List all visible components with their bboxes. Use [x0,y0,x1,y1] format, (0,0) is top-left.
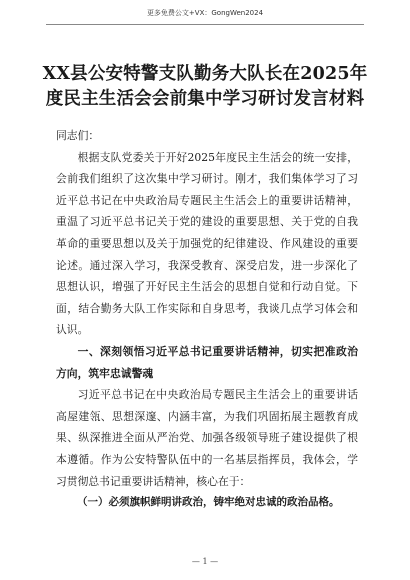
title-line-1: XX县公安特警支队勤务大队长在2025年 [42,64,368,84]
document-title [40,62,370,112]
page-header: 更多免费公文+VX：GongWen2024 [146,9,264,17]
subsection-1-heading: （一）必须旗帜鲜明讲政治，铸牢绝对忠诚的政治品格。 [77,496,340,509]
page-number: — 1 — [191,557,219,566]
title-line-2: 度民主生活会会前集中学习研讨发言材料 [45,89,365,109]
section-1-paragraph: 习近平总书记在中央政治局专题民主生活会上的重要讲话高屋建瓴、思想深邃、内涵丰富，为我们巩固拓展主题教育成果、纵深推进全面从严治党、加强各级领导班子建设提供了根本遵循。作为公安特警队伍中的一名基层指挥员，我体会，学习贯彻总书记重要讲话精神，核心在于： [56,388,358,488]
header-divider [46,24,364,25]
intro-paragraph: 根据支队党委关于开好2025年度民主生活会的统一安排，会前我们组织了这次集中学习研讨。刚才，我们集体学习了习近平总书记在中央政治局专题民主生活会上的重要讲话精神，重温了习近平总书记关于党的建设的重要思想、关于党的自我革命的重要思想以及关于加强党的纪律建设、作风建设的重要论述。通过深入学习，我深受教育、深受启发，进一步深化了思想认识，增强了开好民主生活会的思想自觉和行动自觉。下面，结合勤务大队工作实际和自身思考，我谈几点学习体会和认识。 [56,150,358,337]
salutation: 同志们： [56,129,100,142]
document-body [56,125,358,514]
section-1-heading: 一、深刻领悟习近平总书记重要讲话精神，切实把准政治方向，筑牢忠诚警魂 [56,344,358,380]
